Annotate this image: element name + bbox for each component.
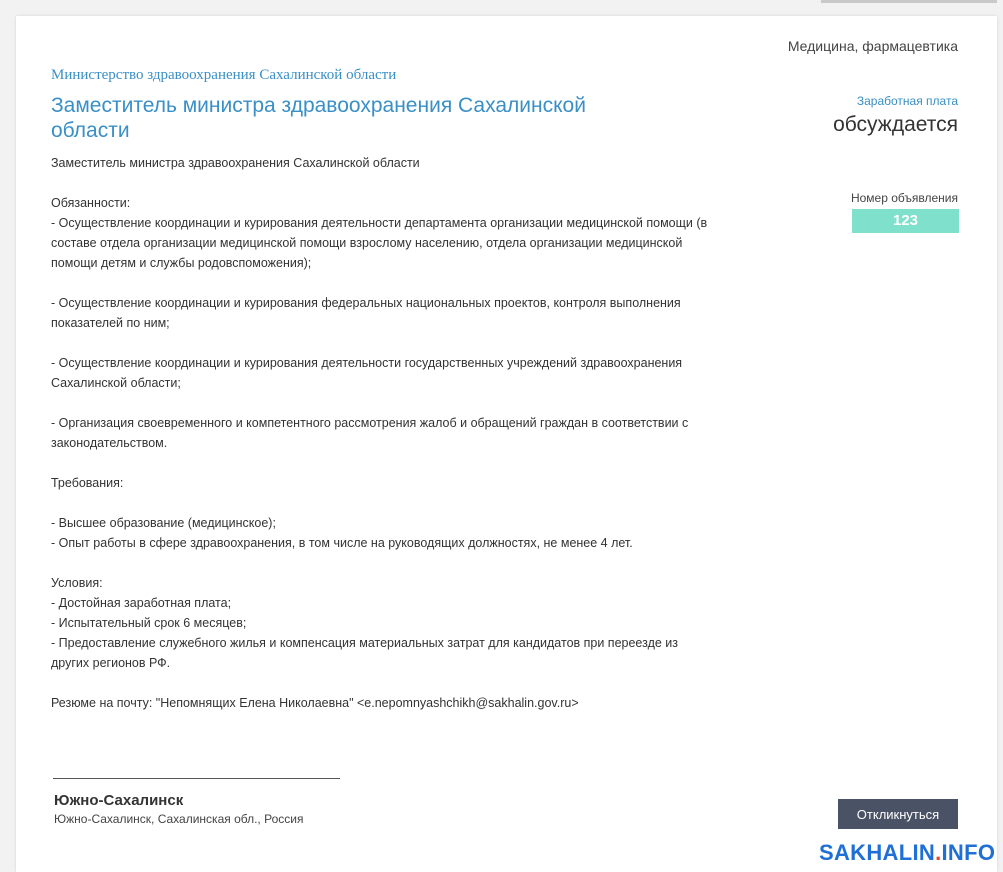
salary-label: Заработная плата	[856, 94, 958, 108]
salary-value: обсуждается	[833, 113, 958, 136]
watermark-suffix: INFO	[941, 840, 996, 865]
ad-number-label: Номер объявления	[850, 191, 958, 205]
job-title: Заместитель министра здравоохранения Сахалинской области	[51, 94, 586, 142]
top-strip	[821, 0, 997, 3]
location-address: Южно-Сахалинск, Сахалинская обл., Россия	[54, 812, 304, 826]
respond-button[interactable]: Откликнуться	[838, 799, 958, 829]
location-city: Южно-Сахалинск	[54, 792, 184, 809]
ad-number-badge: 123	[852, 209, 959, 233]
job-description: Заместитель министра здравоохранения Сахалинской области Обязанности: - Осуществление координации и курирования деятельности департамента организации медицинской помощи (в составе отдела организации медицинской помощи взрослому населению, отдела организации медицинской помощи детям и службы родовспоможения); - Осуществление координации и курирования федеральных национальных проектов, контроля выполнения показателей по ним; - Осуществление координации и курирования деятельности государственных учреждений здравоохранения Сахалинской области; - Организация своевременного и компетентного рассмотрения жалоб и обращений граждан в соответствии с законодательством. Требования: - Высшее образование (медицинское); - Опыт работы в сфере здравоохранения, в том числе на руководящих должностях, не менее 4 лет. Условия: - Достойная заработная плата; - Испытательный срок 6 месяцев; - Предоставление служебного жилья и компенсация материальных затрат для кандидатов при переезде из других регионов РФ. Резюме на почту: "Непомнящих Елена Николаевна" <e.nepomnyashchikh@sakhalin.gov.ru>	[51, 156, 708, 710]
category-label[interactable]: Медицина, фармацевтика	[787, 38, 958, 54]
watermark-main: SAKHALIN	[819, 840, 936, 865]
watermark-dot: .	[935, 840, 942, 865]
vacancy-card	[16, 16, 997, 872]
location-divider	[53, 778, 340, 779]
sakhalin-info-watermark	[819, 840, 995, 866]
employer-name[interactable]: Министерство здравоохранения Сахалинской области	[51, 67, 397, 83]
